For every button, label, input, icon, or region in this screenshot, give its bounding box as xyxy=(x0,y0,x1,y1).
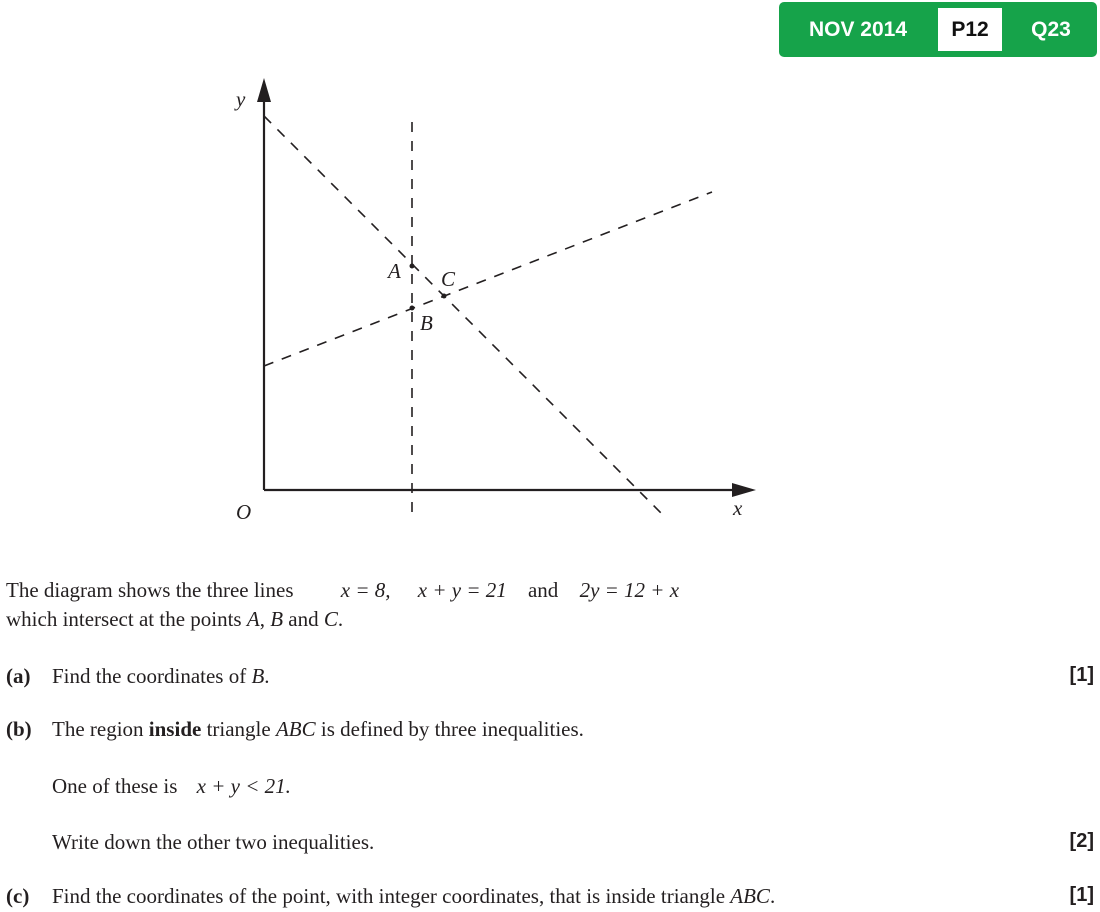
exam-session-label: NOV 2014 xyxy=(808,18,908,41)
part-c-end: . xyxy=(769,884,776,908)
point-a-marker xyxy=(410,264,415,269)
line-2y-equals-12-plus-x xyxy=(264,192,712,366)
question-number-label: Q23 xyxy=(1031,18,1071,41)
part-b-text-2: triangle xyxy=(206,717,271,741)
part-c-question xyxy=(52,884,775,909)
point-b-marker xyxy=(410,306,415,311)
part-b-var: ABC xyxy=(275,717,316,741)
y-axis-arrowhead xyxy=(257,78,271,102)
paper-number-label: P12 xyxy=(938,8,1002,51)
part-c-marks: [1] xyxy=(1069,884,1094,906)
equation-2: x + y = 21 xyxy=(417,578,507,602)
period: . xyxy=(337,607,344,631)
part-b-inequality: x + y < 21. xyxy=(196,774,291,798)
point-c-label: C xyxy=(441,267,456,291)
equation-3: 2y = 12 + x xyxy=(579,578,680,602)
origin-label: O xyxy=(236,500,252,524)
point-a-label: A xyxy=(388,259,401,283)
y-axis-label: y xyxy=(236,87,246,111)
comma: , xyxy=(259,607,265,631)
part-b-line-2 xyxy=(52,774,291,799)
intro-text-2: which intersect at the points xyxy=(6,607,242,631)
part-a-end: . xyxy=(264,664,270,688)
part-c-var: ABC xyxy=(730,884,770,908)
part-a-var: B xyxy=(251,664,265,688)
part-b-bold: inside xyxy=(148,717,202,741)
part-c-text: Find the coordinates of the point, with integer coordinates, that is inside triangle xyxy=(52,884,726,908)
and-word-2: and xyxy=(288,607,319,631)
point-b-label: B xyxy=(420,311,433,335)
point-c-marker xyxy=(442,294,447,299)
x-axis-arrowhead xyxy=(732,483,756,497)
line-x-plus-y-equals-21 xyxy=(264,116,664,516)
question-badge xyxy=(779,2,1097,57)
part-b-marks: [2] xyxy=(1069,830,1094,852)
and-word: and xyxy=(527,578,559,602)
part-a-label: (a) xyxy=(6,664,31,688)
part-b-line-2-text: One of these is xyxy=(52,774,178,798)
part-a-question xyxy=(52,664,270,689)
equation-1: x = 8, xyxy=(340,578,391,602)
part-b-line-3: Write down the other two inequalities. xyxy=(52,830,375,854)
coordinate-diagram xyxy=(0,0,800,540)
part-b-text-1: The region xyxy=(52,717,144,741)
intro-text: The diagram shows the three lines xyxy=(6,578,294,602)
intro-line-2 xyxy=(6,607,343,632)
part-a-text: Find the coordinates of xyxy=(52,664,247,688)
x-axis-label: x xyxy=(733,496,743,520)
part-b-text-3: is defined by three inequalities. xyxy=(320,717,584,741)
part-a-marks: [1] xyxy=(1069,664,1094,686)
part-b-label: (b) xyxy=(6,717,32,741)
point-c-ref: C xyxy=(323,607,338,631)
part-b-question xyxy=(52,717,584,742)
intro-line-1 xyxy=(6,578,679,603)
point-b-ref: B xyxy=(270,607,284,631)
point-a-ref: A xyxy=(246,607,260,631)
part-c-label: (c) xyxy=(6,884,30,908)
